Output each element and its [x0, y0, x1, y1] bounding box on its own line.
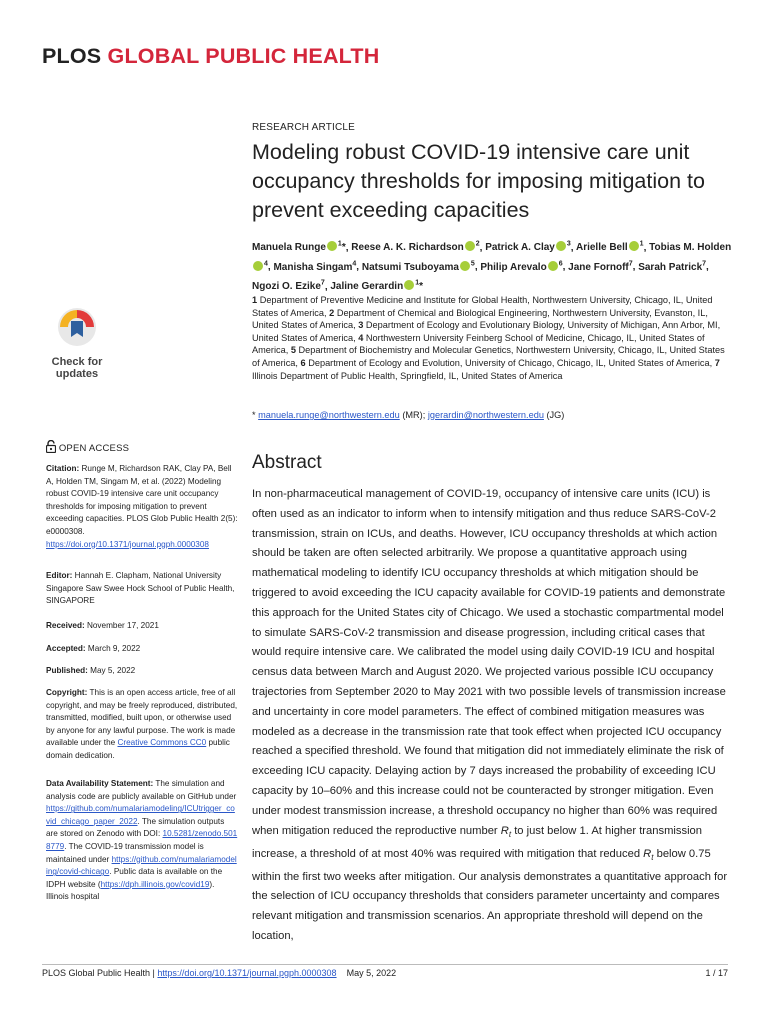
corr-mark: *: [252, 410, 256, 420]
rt-symbol-2: [643, 848, 653, 860]
journal-name: GLOBAL PUBLIC HEALTH: [107, 44, 380, 68]
cc0-link[interactable]: Creative Commons CC0: [117, 738, 207, 748]
open-access-text: OPEN ACCESS: [58, 443, 130, 454]
copyright-block: [46, 687, 238, 763]
data-text-3: . The COVID-19 transmission model is maintained under: [46, 841, 204, 864]
author-name: Ngozi O. Ezike: [252, 280, 321, 292]
author-affiliation-number: 3: [566, 241, 571, 248]
accepted-label: Accepted:: [46, 644, 86, 653]
rt-letter-1: R: [500, 824, 509, 837]
footer-date: May 5, 2022: [346, 968, 397, 978]
affiliation-number: 3: [358, 320, 364, 331]
affiliation-text: Northwestern University Feinberg School of Medicine, Chicago, IL, United States of America,: [252, 332, 705, 356]
orcid-icon[interactable]: [460, 261, 470, 271]
journal-brand: [42, 44, 379, 69]
corresponding-mark: *: [419, 280, 423, 292]
author-name: Manisha Singam: [273, 261, 353, 273]
orcid-icon[interactable]: [404, 280, 414, 290]
data-availability-label: Data Availability Statement:: [46, 779, 154, 788]
received-date: November 17, 2021: [86, 621, 159, 630]
author-list: Manuela Runge $^1$*, Reese A. K. Richardson $^2$, Patrick A. Clay $^3$, Arielle Bell $^1$, Tobias M. Holden$^4$, Manisha Singam$^4$, Natsumi Tsuboyama $^5$, Philip Arevalo $^6$, Jane Fornoff$^7$, Sarah Patrick$^7$, Ngozi O. Ezike$^7$, Jaline Gerardin $^1$*: [252, 241, 732, 292]
author: [480, 262, 562, 273]
orcid-icon[interactable]: [629, 241, 639, 251]
citation-doi-link[interactable]: https://doi.org/10.1371/journal.pgph.0000308: [46, 539, 209, 549]
abstract-heading: Abstract: [252, 452, 322, 473]
citation-block: [46, 463, 238, 551]
accepted-block: [46, 643, 238, 656]
author: [568, 262, 632, 273]
author-affiliation-number: 4: [352, 260, 357, 268]
abstract-text-1: In non-pharmaceutical management of COVID-19, occupancy of intensive care units (ICU) is often used as an indicator to inform when to intensify mitigation and thus reduce SARS-CoV-2 transmission, strain on ICUs, and deaths. However, ICU occupancy thresholds at which action should be taken are often selected arbitrarily. We propose a quantitative approach using mathematical modeling to identify ICU occupancy thresholds at which mitigation should be triggered to avoid exceeding the ICU capacity available for COVID-19 patients and demonstrate this approach for the United States city of Chicago. We used a stochastic compartmental model to simulate SARS-CoV-2 transmission and disease progression, including critical cases that would require intensive care. We calibrated the model using daily COVID-19 ICU and hospital census data between March and August 2020. We projected various possible ICU occupancy trajectories from September 2020 to May 2021 with two possible levels of transmission increase and uncertainty in core model parameters. The effect of combined mitigation measures was modeled as a decrease in the transmission rate that took effect when projected ICU occupancy reached a specified threshold. We found that mitigation did not immediately eliminate the risk of exceeding ICU capacity. Delaying action by 7 days increased the probability of exceeding ICU capacity by 10–60% and this increase could not be counteracted by stronger mitigation. Even under modest transmission increase, a threshold occupancy no higher than 60% was required when mitigation reduced the reproductive number: [252, 488, 726, 837]
article-title: Modeling robust COVID-19 intensive care unit occupancy thresholds for imposing mitigation to prevent exceeding capacities: [252, 140, 705, 222]
author-affiliation-number: 1: [337, 241, 342, 248]
rt-symbol-1: [501, 825, 511, 837]
author-affiliation-number: 7: [320, 279, 325, 287]
received-block: [46, 620, 238, 633]
editor-block: [46, 570, 238, 608]
author-name: Tobias M. Holden: [649, 242, 732, 254]
corr-initials-2: (JG): [546, 410, 565, 420]
copyright-text: This is an open access article, free of all copyright, and may be freely reproduced, distributed, transmitted, modified, built upon, or otherwise used by anyone for any lawful purpose. The work is made available under the: [46, 688, 238, 748]
author-affiliation-number: 2: [475, 241, 480, 248]
open-access-label: [46, 440, 129, 454]
author: [351, 242, 479, 253]
published-block: [46, 665, 238, 678]
author: [252, 281, 325, 292]
author-affiliation-number: 6: [558, 260, 563, 268]
author: [252, 242, 346, 253]
author-name: Jaline Gerardin: [330, 280, 404, 292]
zenodo-link[interactable]: 10.5281/zenodo.5018779: [46, 829, 238, 851]
footer-divider: [42, 964, 728, 965]
author-name: Patrick A. Clay: [485, 242, 555, 254]
affiliation-text: Department of Ecology and Evolution, University of Chicago, Chicago, IL, United States of America,: [308, 357, 713, 368]
author-affiliation-number: 4: [264, 260, 268, 268]
affiliations: [252, 294, 730, 382]
check-updates-line1: Check for: [51, 356, 103, 368]
idph-link[interactable]: https://dph.illinois.gov/covid19: [100, 879, 210, 889]
editor-text: Hannah E. Clapham, National University Singapore Saw Swee Hock School of Public Health, SINGAPORE: [46, 571, 235, 606]
author: [638, 262, 706, 273]
journal-plos: PLOS: [42, 44, 102, 68]
affiliation-number: 5: [290, 345, 296, 356]
abstract-body: [252, 485, 734, 947]
author-affiliation-number: 5: [470, 260, 475, 268]
author: [273, 262, 356, 273]
affiliation-text: Illinois Department of Public Health, Springfield, IL, United States of America: [252, 370, 563, 381]
open-lock-icon: [46, 440, 56, 453]
corresponding-mark: *: [341, 242, 346, 254]
author-name: Philip Arevalo: [480, 261, 547, 273]
orcid-icon[interactable]: [253, 261, 263, 271]
affiliation-text: Department of Preventive Medicine and Institute for Global Health, Northwestern University, Chicago, IL, United States of America,: [252, 295, 713, 318]
affiliation-text: Department of Ecology and Evolutionary Biology, University of Michigan, Ann Arbor, MI, United States of America,: [252, 320, 721, 343]
correspondence: [252, 410, 730, 420]
rt-sub-2: t: [651, 852, 654, 862]
citation-text: Runge M, Richardson RAK, Clay PA, Bell A, Holden TM, Singam M, et al. (2022) Modeling robust COVID-19 intensive care unit occupancy thresholds for imposing mitigation to prevent exceeding capacities. PLOS Glob Public Health 2(5): e0000308.: [46, 464, 238, 536]
corr-initials-1: (MR);: [402, 410, 426, 420]
author-affiliation-number: 7: [702, 260, 707, 268]
author-name: Natsumi Tsuboyama: [361, 261, 459, 273]
published-date: May 5, 2022: [90, 666, 136, 675]
check-updates-icon: [57, 307, 97, 347]
email-gerardin-link[interactable]: jgerardin@northwestern.edu: [427, 410, 544, 420]
abstract-text-3: below 0.75 within the first two weeks after mitigation. Our analysis demonstrates a quantitative approach for the selection of ICU occupancy thresholds that considers parameter uncertainty and compares relevant mitigation and transmission scenarios. An appropriate threshold will depend on the location,: [252, 847, 728, 942]
orcid-icon[interactable]: [465, 241, 475, 251]
data-text-5: ). Illinois hospital: [46, 879, 215, 902]
orcid-icon[interactable]: [556, 241, 566, 251]
page-footer: [42, 968, 728, 978]
affiliation-number: 7: [714, 357, 720, 368]
github-paper-link[interactable]: https://github.com/numalariamodeling/ICUtrigger_covid_chicago_paper_2022: [46, 804, 235, 826]
author-affiliation-number: 7: [628, 260, 633, 268]
author-name: Jane Fornoff: [568, 261, 629, 273]
github-model-link[interactable]: https://github.com/numalariamodeling/covid-chicago: [46, 854, 237, 877]
check-updates-line2: updates: [55, 368, 99, 380]
author-name: Sarah Patrick: [638, 261, 703, 273]
author: [576, 242, 644, 253]
rt-letter-2: R: [643, 847, 652, 860]
affiliation-number: 2: [329, 307, 335, 318]
rt-sub-1: t: [508, 829, 512, 839]
orcid-icon[interactable]: [548, 261, 558, 271]
copyright-tail: public domain dedication.: [46, 738, 230, 760]
author-name: Reese A. K. Richardson: [351, 242, 464, 254]
affiliation-number: 4: [358, 332, 364, 343]
received-label: Received:: [46, 621, 85, 630]
check-for-updates-badge[interactable]: [46, 307, 108, 379]
author-affiliation-number: 1: [639, 241, 644, 248]
page-number: 1 / 17: [705, 968, 728, 978]
author: [330, 281, 423, 292]
abstract-text-2: to just below 1. At higher transmission increase, a threshold of at most 40% was required with mitigation that reduced: [252, 824, 702, 860]
author: [485, 242, 571, 253]
data-availability-block: [46, 778, 238, 904]
footer-doi-link[interactable]: https://doi.org/10.1371/journal.pgph.0000308: [157, 968, 337, 978]
copyright-label: Copyright:: [46, 688, 88, 697]
affiliation-text: Department of Chemical and Biological Engineering, Northwestern University, Evanston, IL, United States of America,: [252, 307, 708, 331]
published-label: Published:: [46, 666, 88, 675]
editor-label: Editor:: [46, 571, 73, 580]
orcid-icon[interactable]: [327, 241, 337, 251]
data-text-4: . Public data is available on the IDPH website (: [46, 867, 223, 889]
affiliation-number: 6: [300, 357, 306, 368]
accepted-date: March 9, 2022: [87, 644, 141, 653]
author-name: Manuela Runge: [252, 242, 326, 254]
affiliation-number: 1: [252, 295, 258, 305]
email-runge-link[interactable]: manuela.runge@northwestern.edu: [258, 410, 400, 420]
data-text-1: The simulation and analysis code are publicly available on GitHub under: [46, 779, 237, 801]
article-type: RESEARCH ARTICLE: [252, 122, 356, 133]
affiliation-text: Department of Biochemistry and Molecular Genetics, Northwestern University, Chicago, IL, United States of America,: [252, 345, 725, 368]
author: [362, 262, 475, 273]
author-affiliation-number: 1: [415, 279, 420, 287]
citation-label: Citation:: [46, 464, 80, 473]
author-name: Arielle Bell: [575, 242, 628, 254]
data-text-2: . The simulation outputs are stored on Zenodo with DOI:: [46, 816, 225, 839]
footer-journal: PLOS Global Public Health |: [42, 968, 155, 978]
